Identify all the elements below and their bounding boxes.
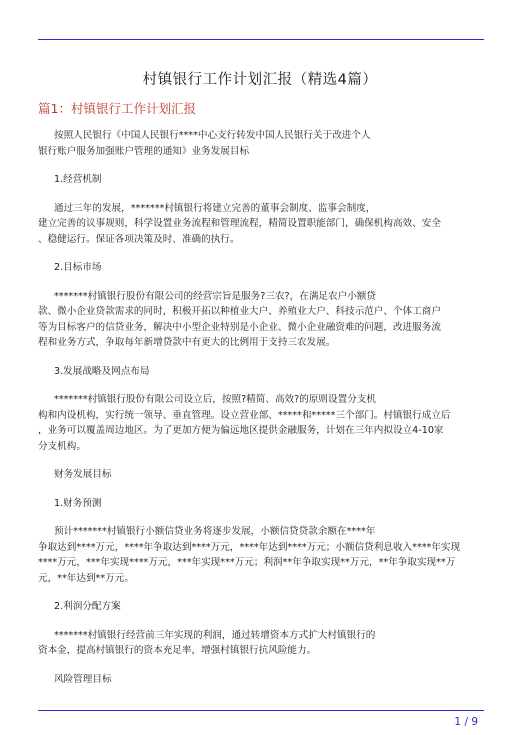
paragraph-line: ，业务可以覆盖周边地区。为了更加方便为偏远地区提供金融服务，计划在三年内拟设立4-10家 xyxy=(38,425,444,436)
subheading: 财务发展目标 xyxy=(54,469,112,480)
paragraph-line: 资本金，提高村镇银行的资本充足率，增强村镇银行抗风险能力。 xyxy=(38,645,317,656)
subheading: 风险管理目标 xyxy=(54,673,112,685)
paragraph-line: 预计*******村镇银行小额信贷业务将逐步发展，小额信贷贷款余额在****年 xyxy=(54,526,376,537)
header-rule xyxy=(38,39,484,40)
paragraph-line: 构和内设机构，实行统一领导、垂直管理。设立营业部、*****和*****三个部门。村镇银行成立后 xyxy=(38,409,451,421)
footer-rule xyxy=(38,710,484,711)
paragraph-line: 通过三年的发展，*******村镇银行将建立完善的董事会制度、监事会制度， xyxy=(54,202,376,214)
paragraph-line: *******村镇银行股份有限公司设立后，按照?精简、高效?的原则设置分支机 xyxy=(54,394,376,405)
paragraph-line: 建立完善的议事规则，科学设置业务流程和管理流程，精简设置职能部门，确保机构高效、安全 xyxy=(38,218,441,229)
subheading: 2.目标市场 xyxy=(54,262,102,273)
paragraph-line: *******村镇银行经营前三年实现的利润，通过转增资本方式扩大村镇银行的 xyxy=(54,629,376,641)
paragraph-line: *******村镇银行股份有限公司的经营宗旨是服务?三农?，在满足农户小额贷 xyxy=(54,290,376,302)
subheading: 2.利润分配方案 xyxy=(54,601,121,612)
paragraph-line: ****万元，***年实现****万元，***年实现***万元；利润**年争取实现**万元，**年争取实现**万 xyxy=(38,557,456,568)
paragraph-line: 程和业务方式，争取每年新增贷款中有更大的比例用于支持三农发展。 xyxy=(38,337,336,348)
section-heading: 篇1：村镇银行工作计划汇报 xyxy=(38,101,196,116)
paragraph-line: 分支机构。 xyxy=(38,440,86,452)
paragraph-line: 元，**年达到**万元。 xyxy=(38,572,134,584)
paragraph-line: 银行账户服务加强账户管理的通知》业务发展目标 xyxy=(38,145,250,157)
paragraph-line: 按照人民银行《中国人民银行****中心支行转发中国人民银行关于改进个人 xyxy=(54,130,371,141)
paragraph-line: 、稳健运行。保证各项决策及时、准确的执行。 xyxy=(38,233,240,245)
document-body xyxy=(38,128,484,687)
paragraph-line: 款、微小企业贷款需求的同时，积极开拓以种植业大户、养殖业大户、科技示范户、个体工商户 xyxy=(38,306,441,317)
subheading: 1.经营机制 xyxy=(54,174,102,185)
page-number: 1 / 9 xyxy=(454,716,478,728)
subheading: 3.发展战略及网点布局 xyxy=(54,365,150,377)
subheading: 1.财务预测 xyxy=(54,497,102,509)
paragraph-line: 等为目标客户的信贷业务，解决中小型企业特别是小企业、微小企业融资难的问题，改进服务流 xyxy=(38,321,441,333)
paragraph-line: 争取达到****万元，****年争取达到****万元，****年达到****万元；小额信贷利息收入****年实现 xyxy=(38,541,461,553)
document-title: 村镇银行工作计划汇报（精选4篇） xyxy=(142,72,378,88)
